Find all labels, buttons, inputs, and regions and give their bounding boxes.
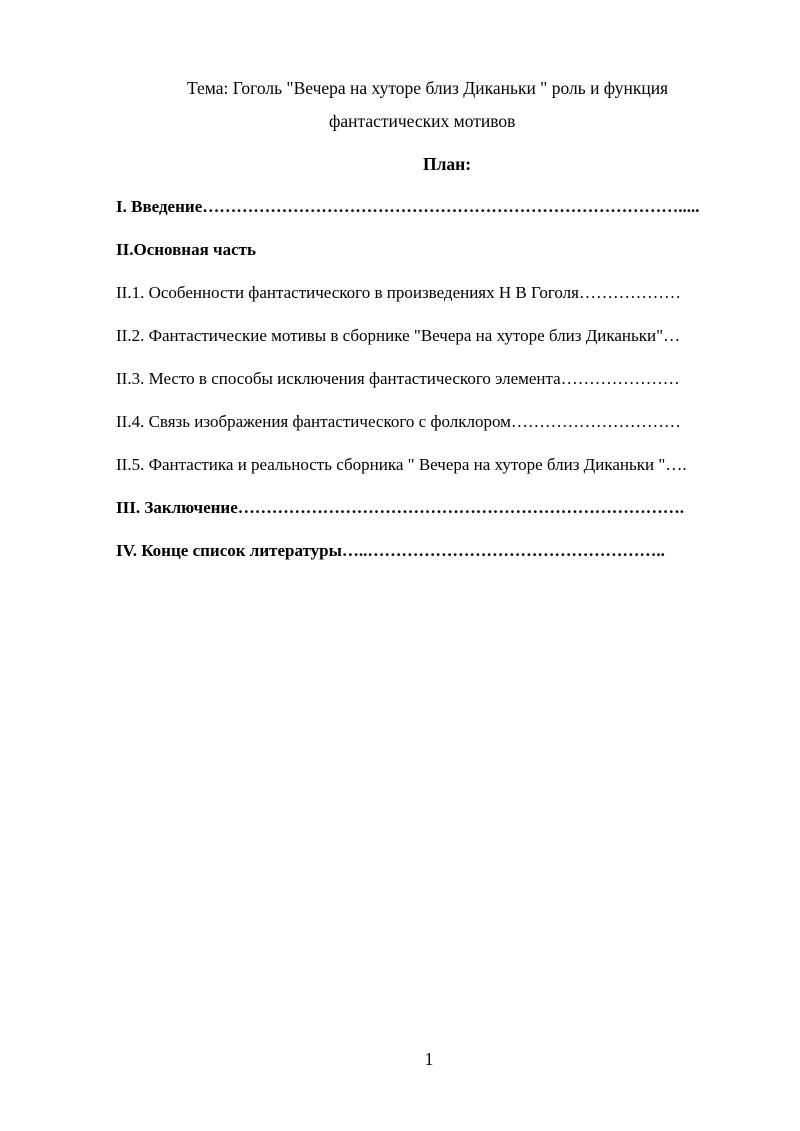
table-of-contents	[116, 196, 756, 583]
toc-entry-section-2-3: II.3. Место в способы исключения фантастического элемента…………………	[116, 369, 680, 388]
document-title-line-1: Тема: Гоголь "Вечера на хуторе близ Диканьки " роль и функция	[187, 78, 669, 98]
toc-entry-section-2-5: II.5. Фантастика и реальность сборника " Вечера на хуторе близ Диканьки "….	[116, 455, 687, 474]
document-title-line-2: фантастических мотивов	[329, 111, 516, 131]
toc-entry-main-part: II.Основная часть	[116, 240, 257, 259]
toc-entry-section-2-4: II.4. Связь изображения фантастического с фолклором…………………………	[116, 412, 681, 431]
page-number: 1	[424, 1049, 434, 1069]
toc-entry-introduction: I. Введение………………………………………………………………………….....	[116, 197, 700, 216]
plan-heading: План:	[423, 154, 472, 174]
toc-entry-bibliography: IV. Конце список литературы…..……………………………………………..	[116, 541, 665, 560]
toc-entry-section-2-2: II.2. Фантастические мотивы в сборнике "Вечера на хуторе близ Диканьки"…	[116, 326, 681, 345]
toc-entry-conclusion: III. Заключение…………………………………………………………………….	[116, 498, 685, 517]
toc-entry-section-2-1: II.1. Особенности фантастического в произведениях Н В Гоголя………………	[116, 283, 681, 302]
